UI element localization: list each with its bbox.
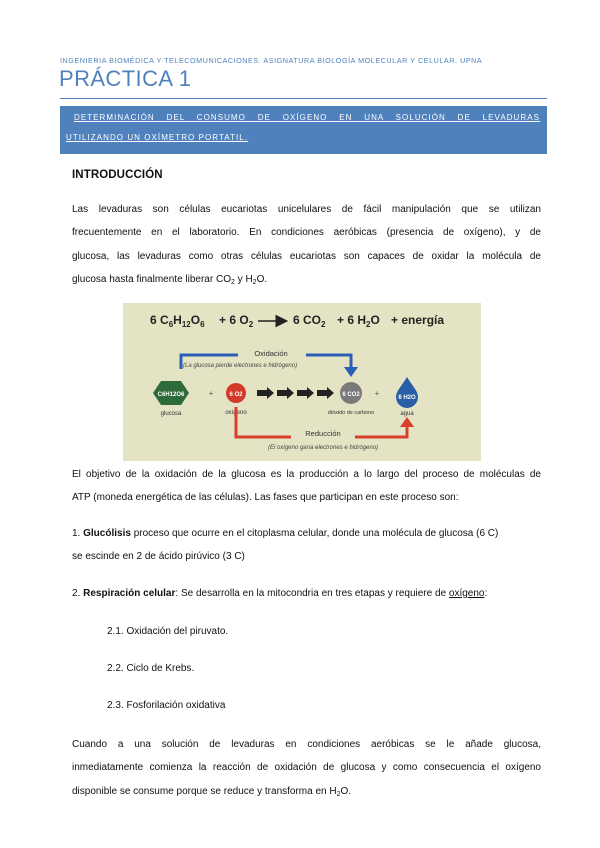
- oxygen-label: oxígeno: [225, 410, 247, 416]
- oxidation-diagram: [123, 303, 481, 461]
- intro-paragraph: [72, 198, 541, 291]
- paragraph-line: glucosa hasta finalmente liberar $CO_2$ y $H_2O$.: [72, 273, 268, 286]
- glucose-node: [153, 381, 189, 405]
- glucose-label: glucosa: [160, 411, 182, 417]
- svg-text:6 O2: 6 O2: [229, 392, 243, 398]
- sub-item-phosphorylation: 2.3. Fosforilación oxidativa: [107, 700, 226, 711]
- svg-text:+ 6 O2: + 6 $O_2$: [219, 313, 254, 329]
- svg-text:6 C6H12O6: 6 $C_6H_{12}O_6$: [150, 313, 205, 329]
- list-item-glycolysis-cont: se escinde en 2 de ácido pirúvico (3 C): [72, 551, 245, 562]
- oxidation-label: Oxidación: [254, 349, 288, 358]
- co2-label: dióxido de carbono: [327, 410, 375, 416]
- sub-item-pyruvate: 2.1. Oxidación del piruvato.: [107, 626, 229, 637]
- page-title: PRÁCTICA 1: [59, 66, 192, 91]
- paragraph-line: El objetivo de la oxidación de la glucosa es la producción a lo largo del proceso de moléculas de: [72, 469, 541, 480]
- reduction-arrowhead: [400, 417, 414, 427]
- conclusion-paragraph: [72, 733, 541, 803]
- svg-text:6 CO2: 6 CO2: [342, 392, 360, 398]
- chemical-equation: [150, 313, 444, 329]
- water-label: agua: [400, 411, 414, 417]
- oxygen-node: [226, 383, 246, 403]
- svg-text:C6H12O6: C6H12O6: [157, 392, 185, 398]
- svg-text:6 CO2: 6 $CO_2$: [293, 313, 326, 329]
- paragraph-line: Cuando a una solución de levaduras en condiciones aeróbicas se le añade glucosa,: [72, 739, 541, 750]
- water-drop-icon: [396, 377, 418, 408]
- svg-text:6 H2O: 6 H2O: [398, 395, 416, 401]
- oxidation-note: (La glucosa pierde electrones e hidrógeno): [183, 363, 298, 369]
- paragraph-line: glucosa, las levaduras como otras células eucariotas son capaces de oxidar la molécula de: [72, 250, 541, 262]
- paragraph-line: disponible se consume porque se reduce y transforma en $H_2O$.: [72, 785, 352, 798]
- objective-paragraph: [72, 463, 541, 510]
- reduction-note: (El oxígeno gana electrones e hidrógeno): [267, 445, 379, 451]
- title-divider: [60, 98, 547, 99]
- subtitle-band: [60, 106, 547, 154]
- paragraph-line: frecuentemente en el laboratorio. En condiciones aeróbicas (presencia de oxígeno), y de: [72, 227, 541, 239]
- reduction-label: Reducción: [305, 429, 341, 438]
- list-item-respiration: 2. Respiración celular: Se desarrolla en la mitocondria en tres etapas y requiere de oxígeno:: [72, 588, 488, 599]
- paragraph-line: Las levaduras son células eucariotas unicelulares de fácil manipulación que se utilizan: [72, 204, 541, 215]
- section-heading: INTRODUCCIÓN: [72, 169, 163, 181]
- black-arrows: [257, 387, 334, 399]
- svg-text:+ 6 H2O: + 6 $H_2O$: [337, 313, 380, 329]
- document-header: INGENIERIA BIOMÉDICA Y TELECOMUNICACIONES. ASIGNATURA BIOLOGÍA MOLECULAR Y CELULAR. UPNA: [60, 56, 483, 65]
- subtitle-line-2: UTILIZANDO UN OXÍMETRO PORTATIL.: [66, 133, 249, 142]
- paragraph-line: ATP (moneda energética de las células). Las fases que participan en este proceso son:: [72, 492, 459, 504]
- list-item-glycolysis: 1. Glucólisis proceso que ocurre en el citoplasma celular, donde una molécula de glucosa (6 C): [72, 528, 499, 539]
- co2-node: [340, 382, 362, 404]
- sub-item-krebs: 2.2. Ciclo de Krebs.: [107, 663, 195, 674]
- subtitle-line-1: DETERMINACIÓN DEL CONSUMO DE OXÍGENO EN UNA SOLUCIÓN DE LEVADURAS: [74, 113, 540, 122]
- plus-sign: +: [208, 389, 214, 398]
- paragraph-line: inmediatamente comienza la reacción de oxidación de glucosa y como consecuencia el oxígeno: [72, 762, 541, 774]
- oxidation-arrowhead: [344, 367, 358, 377]
- plus-sign: +: [374, 389, 380, 398]
- svg-text:+ energía: + energía: [391, 313, 445, 327]
